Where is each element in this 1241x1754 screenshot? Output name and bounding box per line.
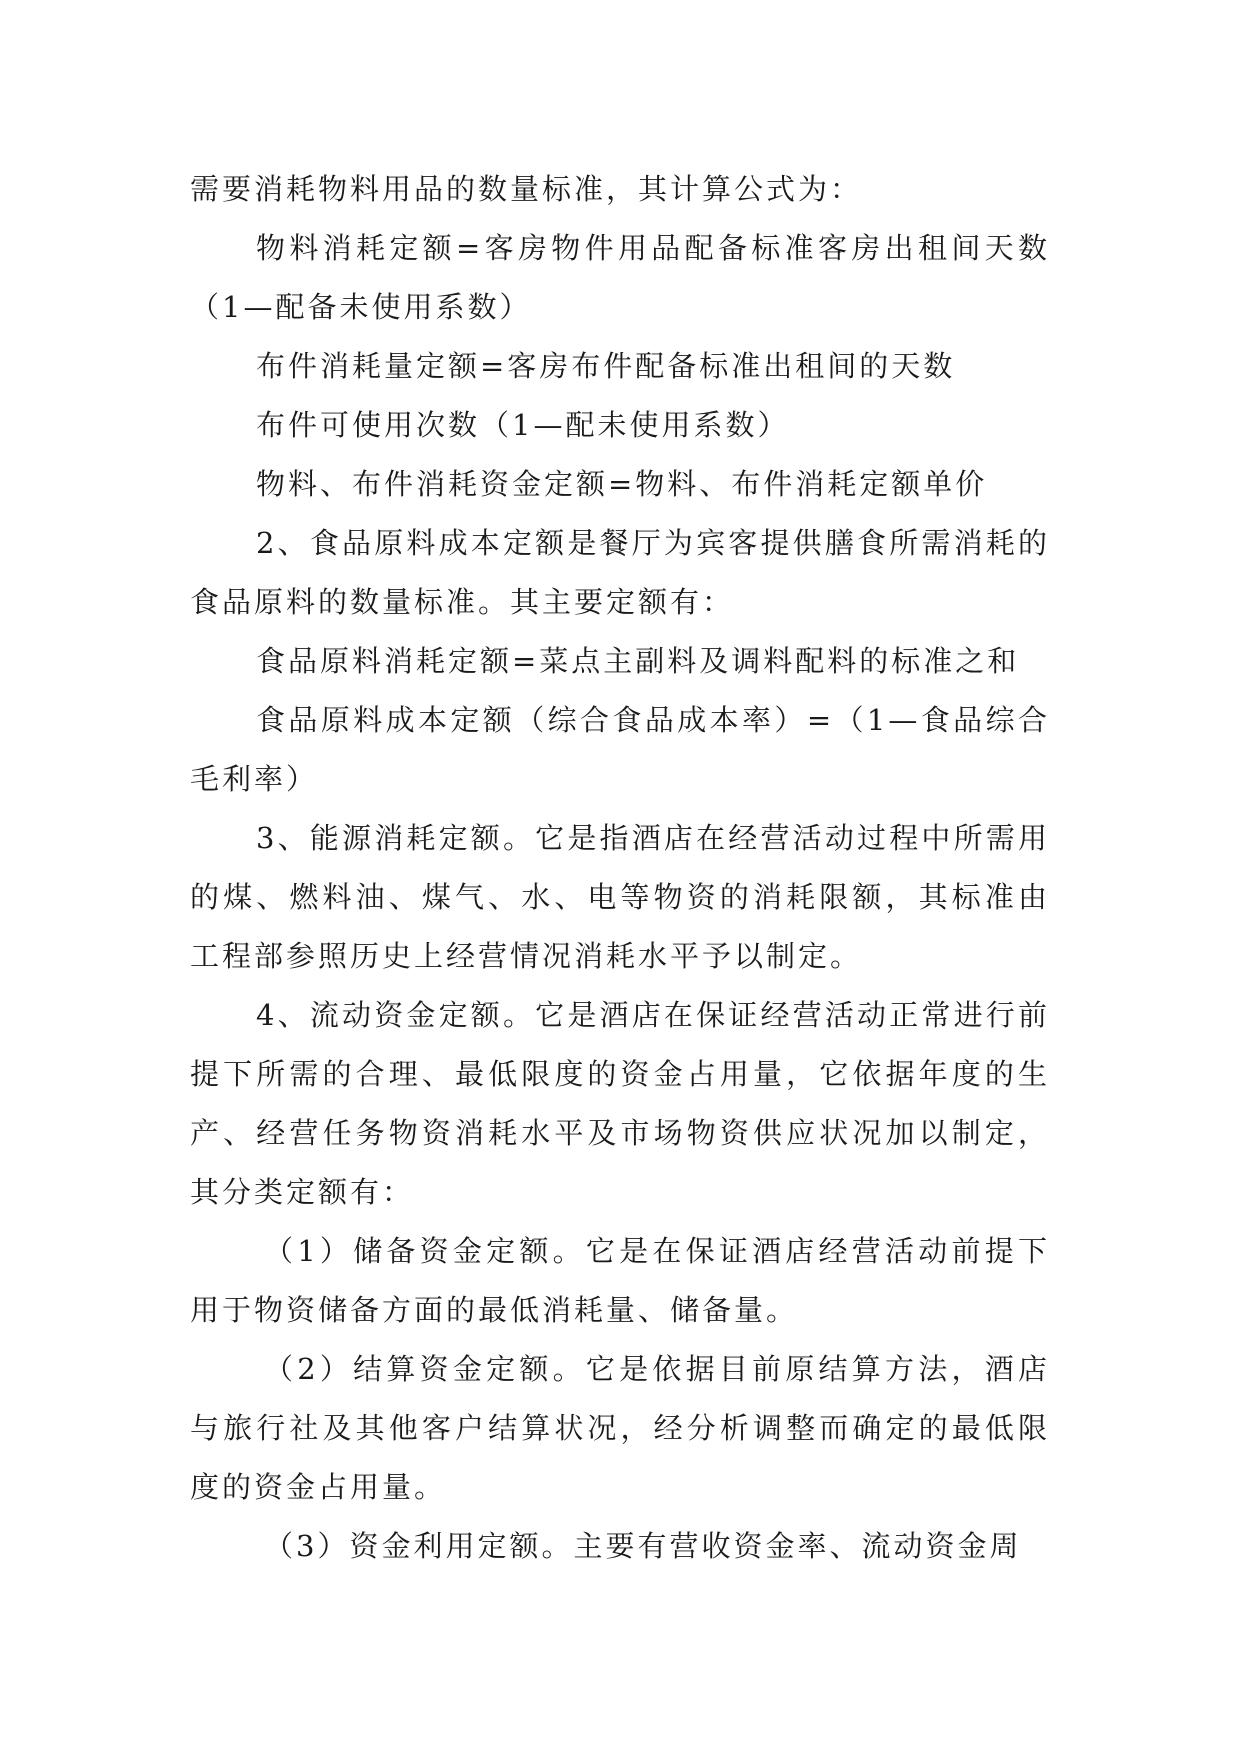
paragraph-working-capital-quota: 4、流动资金定额。它是酒店在保证经营活动正常进行前提下所需的合理、最低限度的资金占用量，它依据年度的生产、经营任务物资消耗水平及市场物资供应状况加以制定，其分类定额有： bbox=[190, 998, 1050, 1209]
paragraph-food-cost-formula: 食品原料成本定额（综合食品成本率）=（1—食品综合毛利率） bbox=[190, 703, 1050, 796]
paragraph-energy-quota: 3、能源消耗定额。它是指酒店在经营活动过程中所需用的煤、燃料油、煤气、水、电等物资的消耗限额，其标准由工程部参照历史上经营情况消耗水平予以制定。 bbox=[190, 821, 1050, 973]
paragraph-settlement-fund-quota: （2）结算资金定额。它是依据目前原结算方法，酒店与旅行社及其他客户结算状况，经分析调整而确定的最低限度的资金占用量。 bbox=[190, 1352, 1050, 1504]
paragraph-fund-utilization-quota: （3）资金利用定额。主要有营收资金率、流动资金周 bbox=[264, 1529, 1022, 1563]
paragraph-linen-usage-count: 布件可使用次数（1—配未使用系数） bbox=[256, 408, 790, 442]
paragraph-reserve-fund-quota: （1）储备资金定额。它是在保证酒店经营活动前提下用于物资储备方面的最低消耗量、储备量。 bbox=[190, 1234, 1050, 1327]
paragraph-linen-quota-formula: 布件消耗量定额=客房布件配备标准出租间的天数 bbox=[256, 349, 956, 383]
paragraph-material-fund-quota: 物料、布件消耗资金定额=物料、布件消耗定额单价 bbox=[256, 467, 988, 501]
paragraph-material-quota-formula: 物料消耗定额=客房物件用品配备标准客房出租间天数（1—配备未使用系数） bbox=[190, 231, 1050, 324]
paragraph-formula-intro: 需要消耗物料用品的数量标准，其计算公式为： bbox=[190, 172, 863, 206]
document-body bbox=[190, 160, 1050, 1576]
paragraph-food-cost-quota: 2、食品原料成本定额是餐厅为宾客提供膳食所需消耗的食品原料的数量标准。其主要定额有： bbox=[190, 526, 1050, 619]
paragraph-food-consumption-formula: 食品原料消耗定额=菜点主副料及调料配料的标准之和 bbox=[256, 644, 1020, 678]
